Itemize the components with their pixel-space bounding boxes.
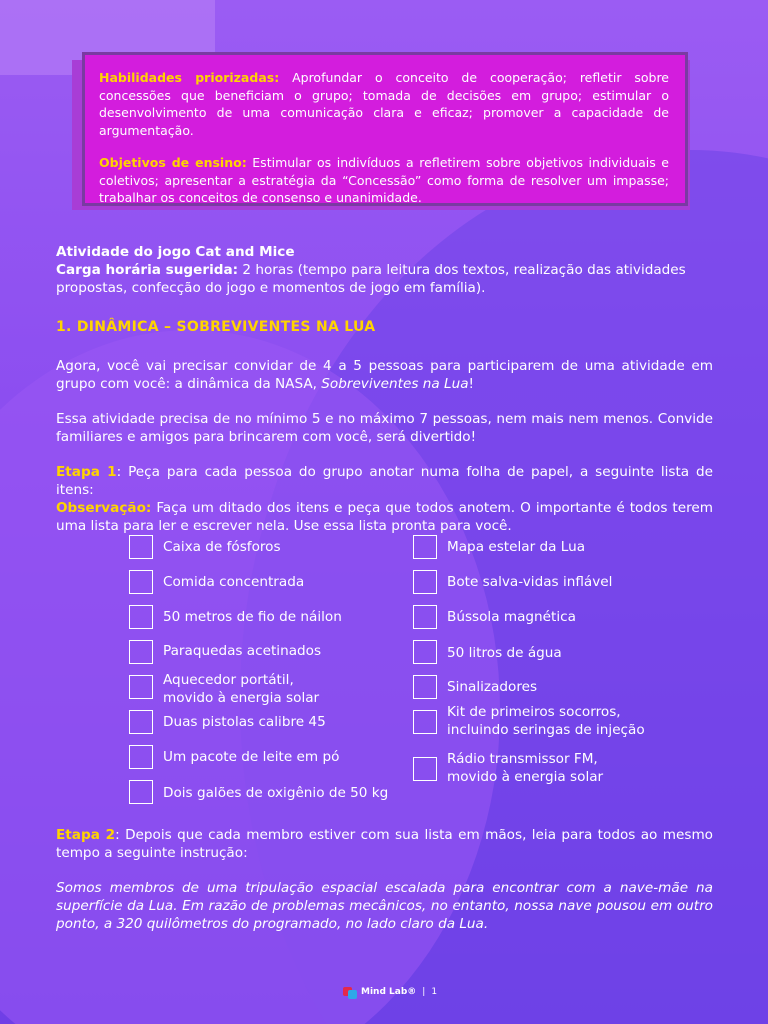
quote-paragraph	[56, 879, 713, 933]
step2-text: : Depois que cada membro estiver com sua lista em mãos, leia para todos ao mesmo tempo a seguinte instrução:	[56, 827, 714, 861]
skills-paragraph	[99, 69, 669, 139]
intro-text: Agora, você vai precisar convidar de 4 a 5 pessoas para participarem de uma atividade em grupo com você: a dinâmica da NASA,	[56, 358, 713, 392]
page-number: 1	[431, 987, 438, 997]
participants-text: Essa atividade precisa de no mínimo 5 e no máximo 7 pessoas, nem mais nem menos. Convide familiares e amigos para brincarem com você, será divertido!	[56, 411, 713, 445]
checkbox[interactable]	[413, 757, 437, 781]
list-item: Kit de primeiros socorros,	[447, 704, 621, 720]
list-item: Bússola magnética	[447, 609, 576, 625]
list-item: Paraquedas acetinados	[163, 643, 322, 659]
footer-separator: |	[422, 987, 426, 997]
checkbox[interactable]	[129, 710, 153, 734]
intro-italic: Sobreviventes na Lua	[321, 376, 469, 392]
checkbox[interactable]	[413, 535, 437, 559]
list-item: Duas pistolas calibre 45	[163, 714, 326, 730]
checkbox[interactable]	[129, 675, 153, 699]
checkbox[interactable]	[129, 745, 153, 769]
list-item: Dois galões de oxigênio de 50 kg	[163, 785, 389, 801]
list-item: Rádio transmissor FM,	[447, 751, 598, 767]
participants-paragraph	[56, 410, 713, 446]
objectives-label: Objetivos de ensino:	[99, 155, 247, 170]
checkbox[interactable]	[129, 535, 153, 559]
list-item: Mapa estelar da Lua	[447, 539, 586, 555]
footer	[343, 985, 437, 999]
objectives-text: Estimular os indivíduos a refletirem sobre objetivos individuais e coletivos; apresentar a estratégia da “Concessão” como forma de resolver um impasse; trabalhar os conceitos de consenso e unanimidade.	[99, 155, 669, 205]
checkbox[interactable]	[413, 570, 437, 594]
checkbox[interactable]	[413, 640, 437, 664]
list-item: Sinalizadores	[447, 679, 538, 695]
skills-label: Habilidades priorizadas:	[99, 70, 280, 85]
quote-text: Somos membros de uma tripulação espacial escalada para encontrar com a nave-mãe na superfície da Lua. Em razão de problemas mecânicos, no entanto, nossa nave pousou em outro ponto, a 320 quilômetros do programado, no lado claro da Lua.	[56, 880, 713, 932]
checkbox[interactable]	[129, 780, 153, 804]
list-item: Bote salva-vidas inflável	[447, 574, 613, 590]
intro-paragraph	[56, 357, 713, 393]
list-item: movido à energia solar	[163, 690, 320, 706]
step1-text: : Peça para cada pessoa do grupo anotar numa folha de papel, a seguinte lista de itens:	[56, 464, 713, 498]
list-item: movido à energia solar	[447, 769, 604, 785]
checkbox[interactable]	[129, 640, 153, 664]
intro-end: !	[468, 376, 474, 392]
checkbox[interactable]	[129, 570, 153, 594]
section-title: 1. DINÂMICA – SOBREVIVENTES NA LUA	[56, 319, 376, 335]
list-item: 50 litros de água	[447, 645, 562, 661]
list-item: Caixa de fósforos	[163, 539, 281, 555]
step1-label: Etapa 1	[56, 464, 117, 480]
list-item: 50 metros de fio de náilon	[163, 609, 342, 625]
activity-hours	[56, 261, 713, 297]
step2-paragraph	[56, 826, 713, 862]
objectives-paragraph	[99, 154, 669, 207]
hours-label: Carga horária sugerida:	[56, 262, 239, 278]
observation-label: Observação:	[56, 500, 152, 516]
checkbox[interactable]	[129, 605, 153, 629]
activity-title: Atividade do jogo Cat and Mice	[56, 244, 295, 260]
activity-info	[56, 243, 713, 297]
checkbox[interactable]	[413, 710, 437, 734]
list-item: Comida concentrada	[163, 574, 305, 590]
skills-box	[76, 52, 694, 210]
hours-text: 2 horas (tempo para leitura dos textos, realização das atividades propostas, confecção do jogo e momentos de jogo em família).	[56, 262, 686, 296]
checkbox[interactable]	[413, 605, 437, 629]
step2-label: Etapa 2	[56, 827, 116, 843]
observation-text: Faça um ditado dos itens e peça que todos anotem. O importante é todos terem uma lista para ler e escrever nela. Use essa lista pronta para você.	[56, 500, 713, 534]
brand-name: Mind Lab®	[361, 987, 417, 997]
step1-paragraph	[56, 463, 713, 535]
skills-text: Aprofundar o conceito de cooperação; refletir sobre concessões que beneficiam o grupo; tomada de decisões em grupo; estimular o desenvolvimento de uma comunicação clara e eficaz; promover a capacidade de argumentação.	[99, 70, 669, 138]
list-item: incluindo seringas de injeção	[447, 722, 645, 738]
mind-lab-logo-icon	[343, 985, 357, 999]
list-item: Aquecedor portátil,	[163, 672, 294, 688]
checkbox[interactable]	[413, 675, 437, 699]
list-item: Um pacote de leite em pó	[163, 749, 340, 765]
